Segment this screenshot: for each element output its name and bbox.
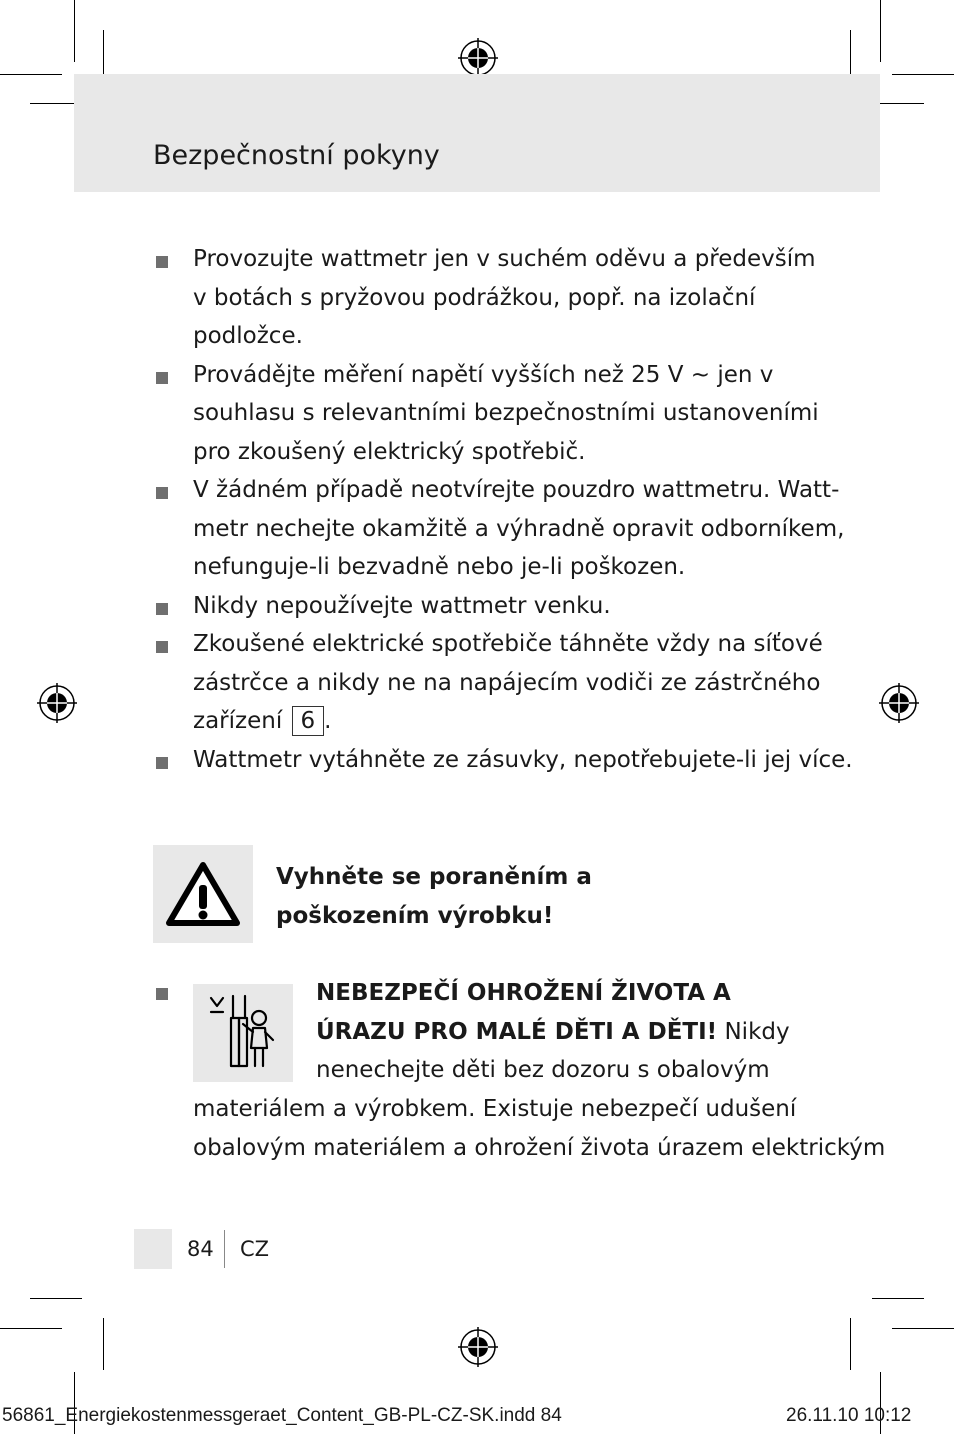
bullet-square-icon [156, 372, 168, 384]
registration-mark-icon [458, 1327, 498, 1367]
text-line: poškozením výrobku! [276, 902, 554, 929]
text-fragment: Nikdy [717, 1018, 790, 1045]
bullet-square-icon [156, 757, 168, 769]
text-line: podložce. [193, 323, 303, 349]
child-hazard-text [316, 974, 790, 1090]
crop-mark [892, 74, 954, 75]
child-hazard-icon [193, 984, 293, 1082]
hazard-heading: ÚRAZU PRO MALÉ DĚTI A DĚTI! [316, 1018, 718, 1045]
list-item [153, 741, 853, 780]
registration-mark-icon [37, 683, 77, 723]
crop-mark [30, 1298, 82, 1299]
text-line: v botách s pryžovou podrážkou, popř. na izolační [193, 284, 756, 311]
crop-mark [850, 1318, 851, 1370]
text-line: Wattmetr vytáhněte ze zásuvky, nepotřebujete-li jej více. [193, 746, 853, 773]
text-fragment: zařízení [193, 708, 283, 734]
text-line: nefunguje-li bezvadně nebo je-li poškozen. [193, 554, 686, 580]
text-line: zástrčce a nikdy ne na napájecím vodiči ze zástrčného [193, 669, 821, 696]
warning-triangle-icon [153, 845, 253, 943]
text-line: V žádném případě neotvírejte pouzdro wattmetru. Watt- [193, 477, 840, 503]
crop-mark [0, 74, 62, 75]
text-line: Nikdy nepoužívejte wattmetr venku. [193, 592, 611, 619]
list-item [153, 356, 819, 472]
list-item [153, 471, 845, 587]
safety-bullet-list [153, 240, 853, 779]
text-line: pro zkoušený elektrický spotřebič. [193, 438, 586, 465]
registration-mark-icon [458, 38, 498, 78]
text-line: Zkoušené elektrické spotřebiče táhněte vždy na síťové [193, 631, 823, 657]
bullet-square-icon [156, 988, 168, 1000]
text-line: materiálem a výrobkem. Existuje nebezpečí udušení [193, 1096, 797, 1122]
bullet-square-icon [156, 256, 168, 268]
registration-mark-icon [879, 683, 919, 723]
text-line: souhlasu s relevantními bezpečnostními ustanoveními [193, 400, 819, 426]
bullet-square-icon [156, 487, 168, 499]
text-line: nenechejte děti bez dozoru s obalovým [316, 1057, 770, 1083]
page-number-box [134, 1229, 172, 1269]
text-line [193, 702, 813, 741]
figure-reference: 6 [292, 706, 325, 736]
list-item [153, 587, 813, 626]
list-item [153, 240, 816, 356]
crop-mark [0, 1328, 62, 1329]
warning-heading [276, 858, 592, 935]
slug-date: 26.11.10 10:12 [786, 1405, 912, 1426]
bullet-square-icon [156, 641, 168, 653]
crop-mark [892, 1328, 954, 1329]
text-line [316, 974, 790, 1013]
page-title: Bezpečnostní pokyny [153, 140, 440, 171]
warning-icon-box [153, 845, 253, 943]
crop-mark [880, 0, 881, 62]
slug-filename: 56861_Energiekostenmessgeraet_Content_GB-PL-CZ-SK.indd 84 [2, 1405, 562, 1426]
page-number: 84 [187, 1237, 214, 1261]
bullet-square-icon [156, 603, 168, 615]
text-line: Provádějte měření napětí vyšších než 25 V ~ jen v [193, 361, 774, 388]
list-item [153, 625, 823, 741]
header-band [74, 74, 880, 192]
child-hazard-box [193, 984, 293, 1082]
text-line: Provozujte wattmetr jen v suchém oděvu a především [193, 246, 816, 272]
text-line [316, 1013, 790, 1052]
divider [224, 1230, 225, 1268]
text-line: obalovým materiálem a ohrožení života úrazem elektrickým [193, 1134, 886, 1161]
text-line: Vyhněte se poraněním a [276, 864, 592, 890]
child-hazard-text-continued [193, 1090, 885, 1167]
text-fragment: . [324, 708, 332, 734]
hazard-heading: NEBEZPEČÍ OHROŽENÍ ŽIVOTA A [316, 980, 731, 1006]
language-code: CZ [240, 1237, 270, 1261]
text-line: metr nechejte okamžitě a výhradně opravit odborníkem, [193, 515, 845, 542]
crop-mark [74, 0, 75, 62]
crop-mark [872, 1298, 924, 1299]
crop-mark [103, 1318, 104, 1370]
